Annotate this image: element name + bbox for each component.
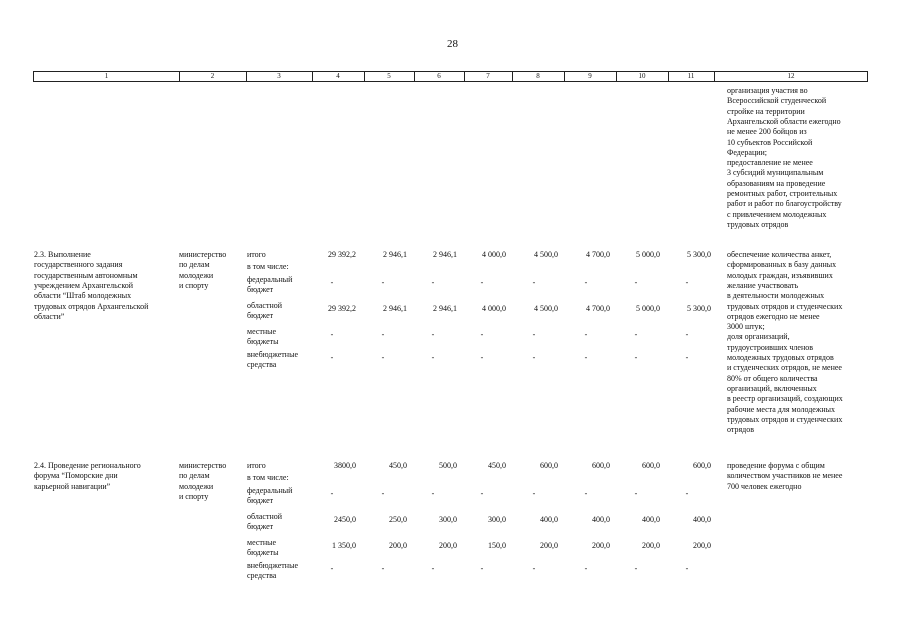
funding-value-cell: - [431,278,435,287]
funding-source-label: бюджеты [247,337,279,347]
funding-value-cell: 200,0 [592,541,610,550]
funding-value-cell: - [330,489,334,498]
funding-source-label: местные [247,327,277,336]
header-col-11: 11 [687,72,695,80]
funding-value-cell: 250,0 [389,515,407,524]
continued-result-text: образованиям на проведение [727,178,826,188]
result-text: и студенческих отрядов, не менее [727,363,842,373]
funding-value-cell: - [532,489,536,498]
header-col-8: 8 [536,72,540,80]
header-separator [668,72,669,81]
funding-value-cell: - [330,564,334,573]
funding-value-cell: - [431,353,435,362]
header-separator [464,72,465,81]
funding-value-cell: 600,0 [642,461,660,470]
funding-value-cell: 29 392,2 [328,304,356,313]
funding-source-label: внебюджетные [247,561,298,570]
funding-value-cell: 600,0 [592,461,610,470]
funding-value-cell: - [584,278,588,287]
header-separator [512,72,513,81]
funding-source-label: областной [247,512,283,521]
funding-source-label: итого [247,250,266,259]
activity-text: учреждением Архангельской [34,280,134,290]
funding-value-cell: - [480,353,484,362]
funding-value-cell: 400,0 [592,515,610,524]
result-text: обеспечение количества анкет, [727,250,832,259]
executor-text: молодежи [179,481,214,491]
continued-result-text: 3 субсидий муниципальным [727,168,824,178]
funding-value-cell: 200,0 [540,541,558,550]
funding-value-cell: - [480,489,484,498]
result-text: количеством участников не менее [727,471,843,481]
activity-text: карьерной навигации” [34,481,111,491]
executor-text: молодежи [179,270,214,280]
activity-text: трудовых отрядов Архангельской [34,301,149,311]
header-separator [616,72,617,81]
funding-value-cell: 4 000,0 [482,304,506,313]
funding-value-cell: - [381,330,385,339]
header-separator [246,72,247,81]
funding-value-cell: - [431,489,435,498]
funding-value-cell: - [381,489,385,498]
activity-text: 2.4. Проведение регионального [34,461,141,470]
funding-value-cell: - [685,278,689,287]
header-col-4: 4 [336,72,340,80]
funding-value-cell: 200,0 [642,541,660,550]
funding-source-label: в том числе: [247,473,289,482]
executor-text: министерство [179,461,227,470]
funding-value-cell: - [532,564,536,573]
funding-value-cell: 500,0 [439,461,457,470]
header-separator [414,72,415,81]
funding-value-cell: - [532,278,536,287]
result-text: отрядов ежегодно не менее [727,311,820,321]
funding-value-cell: 5 000,0 [636,250,660,259]
funding-source-label: бюджет [247,522,274,532]
funding-value-cell: - [685,353,689,362]
funding-source-label: в том числе: [247,262,289,271]
activity-text: форума “Поморские дни [34,471,118,481]
funding-value-cell: - [685,489,689,498]
result-text: 80% от общего количества [727,373,818,383]
header-separator [364,72,365,81]
funding-value-cell: 300,0 [439,515,457,524]
header-col-1: 1 [104,72,109,80]
activity-text: 2.3. Выполнение [34,250,91,259]
funding-value-cell: 29 392,2 [328,250,356,259]
funding-value-cell: - [381,278,385,287]
funding-value-cell: - [480,278,484,287]
result-text: рабочие места для молодежных [727,404,836,414]
continued-result-text: с привлечением молодежных [727,209,827,219]
funding-value-cell: 5 000,0 [636,304,660,313]
funding-value-cell: 450,0 [488,461,506,470]
continued-result-text: трудовых отрядов [727,219,789,229]
funding-value-cell: - [584,353,588,362]
funding-value-cell: 150,0 [488,541,506,550]
funding-value-cell: - [330,278,334,287]
funding-source-label: федеральный [247,486,293,495]
funding-value-cell: - [431,564,435,573]
funding-value-cell: 600,0 [540,461,558,470]
header-separator [179,72,180,81]
funding-value-cell: - [634,278,638,287]
funding-value-cell: 400,0 [642,515,660,524]
result-text: организаций, включенных [727,383,817,393]
funding-value-cell: 200,0 [693,541,711,550]
funding-source-label: местные [247,538,277,547]
executor-text: и спорту [179,491,209,501]
funding-source-label: областной [247,301,283,310]
result-text: трудовых отрядов и студенческих [727,414,843,424]
funding-value-cell: - [480,330,484,339]
result-text: 3000 штук; [727,322,765,332]
result-text: сформированных в базу данных [727,260,837,270]
executor-text: по делам [179,471,210,481]
result-text: 700 человек ежегодно [727,481,802,491]
funding-value-cell: - [685,564,689,573]
result-text: в реестр организаций, создающих [727,394,843,404]
funding-value-cell: 4 500,0 [534,304,558,313]
header-col-5: 5 [387,72,391,80]
result-text: молодых граждан, изъявивших [727,270,833,280]
funding-value-cell: 400,0 [693,515,711,524]
result-text: трудоустроивших членов [727,342,814,352]
funding-source-label: средства [247,360,277,370]
funding-value-cell: - [634,353,638,362]
continued-result-text: организация участия во [727,86,808,95]
page-number: 28 [447,38,458,50]
funding-value-cell: - [584,489,588,498]
header-col-6: 6 [437,72,441,80]
funding-source-label: бюджет [247,285,274,295]
funding-value-cell: 2 946,1 [433,250,457,259]
funding-value-cell: 3800,0 [334,461,356,470]
funding-value-cell: 5 300,0 [687,250,711,259]
funding-value-cell: 2 946,1 [383,250,407,259]
funding-value-cell: - [685,330,689,339]
funding-value-cell: - [634,330,638,339]
funding-source-label: федеральный [247,275,293,284]
continued-result-text: работ и работ по благоустройству [727,199,842,209]
funding-value-cell: - [381,353,385,362]
funding-value-cell: 4 700,0 [586,250,610,259]
funding-value-cell: 2450,0 [334,515,356,524]
continued-result-text: ремонтных работ, строительных [727,189,838,198]
header-separator [714,72,715,81]
funding-value-cell: - [584,330,588,339]
funding-value-cell: 300,0 [488,515,506,524]
funding-value-cell: 2 946,1 [383,304,407,313]
header-col-7: 7 [486,72,490,80]
continued-result-text: не менее 200 бойцов из [727,127,807,137]
funding-value-cell: 4 500,0 [534,250,558,259]
funding-value-cell: - [532,353,536,362]
funding-value-cell: - [330,330,334,339]
funding-source-label: бюджет [247,311,274,321]
continued-result-text: предоставление не менее [727,158,813,168]
result-text: в деятельности молодежных [727,291,825,301]
continued-result-text: Всероссийской студенческой [727,96,827,106]
funding-value-cell: 450,0 [389,461,407,470]
funding-value-cell: 1 350,0 [332,541,356,550]
funding-source-label: бюджет [247,496,274,506]
activity-text: государственного задания [34,260,123,270]
funding-value-cell: 200,0 [439,541,457,550]
funding-value-cell: 4 700,0 [586,304,610,313]
funding-value-cell: 4 000,0 [482,250,506,259]
funding-value-cell: - [330,353,334,362]
header-separator [312,72,313,81]
result-text: желание участвовать [727,280,799,290]
continued-result-text: Архангельской области ежегодно [727,116,841,126]
result-text: трудовых отрядов и студенческих [727,301,843,311]
header-col-10: 10 [638,72,646,80]
funding-value-cell: 2 946,1 [433,304,457,313]
activity-text: области” [34,311,65,321]
funding-source-label: бюджеты [247,548,279,558]
funding-value-cell: - [480,564,484,573]
funding-source-label: итого [247,461,266,470]
executor-text: и спорту [179,280,209,290]
result-text: доля организаций, [727,332,790,342]
funding-value-cell: - [532,330,536,339]
funding-value-cell: - [431,330,435,339]
activity-text: области “Штаб молодежных [34,291,132,301]
continued-result-text: 10 субъектов Российской [727,137,813,147]
executor-text: по делам [179,260,210,270]
funding-value-cell: - [634,489,638,498]
funding-value-cell: 200,0 [389,541,407,550]
funding-source-label: средства [247,571,277,581]
header-col-3: 3 [277,72,281,80]
funding-value-cell: 400,0 [540,515,558,524]
funding-source-label: внебюджетные [247,350,298,359]
result-text: отрядов [727,425,755,435]
funding-value-cell: 5 300,0 [687,304,711,313]
result-text: молодежных трудовых отрядов [727,353,834,362]
continued-result-text: стройке на территории [727,106,805,116]
header-separator [564,72,565,81]
header-col-2: 2 [210,72,215,80]
funding-value-cell: - [584,564,588,573]
activity-text: государственным автономным [34,270,138,280]
funding-value-cell: - [381,564,385,573]
header-col-9: 9 [588,72,592,80]
executor-text: министерство [179,250,227,259]
funding-value-cell: - [634,564,638,573]
continued-result-text: Федерации; [727,147,768,157]
table-header-row [33,71,868,82]
header-col-12: 12 [787,72,795,80]
result-text: проведение форума с общим [727,461,825,470]
funding-value-cell: 600,0 [693,461,711,470]
